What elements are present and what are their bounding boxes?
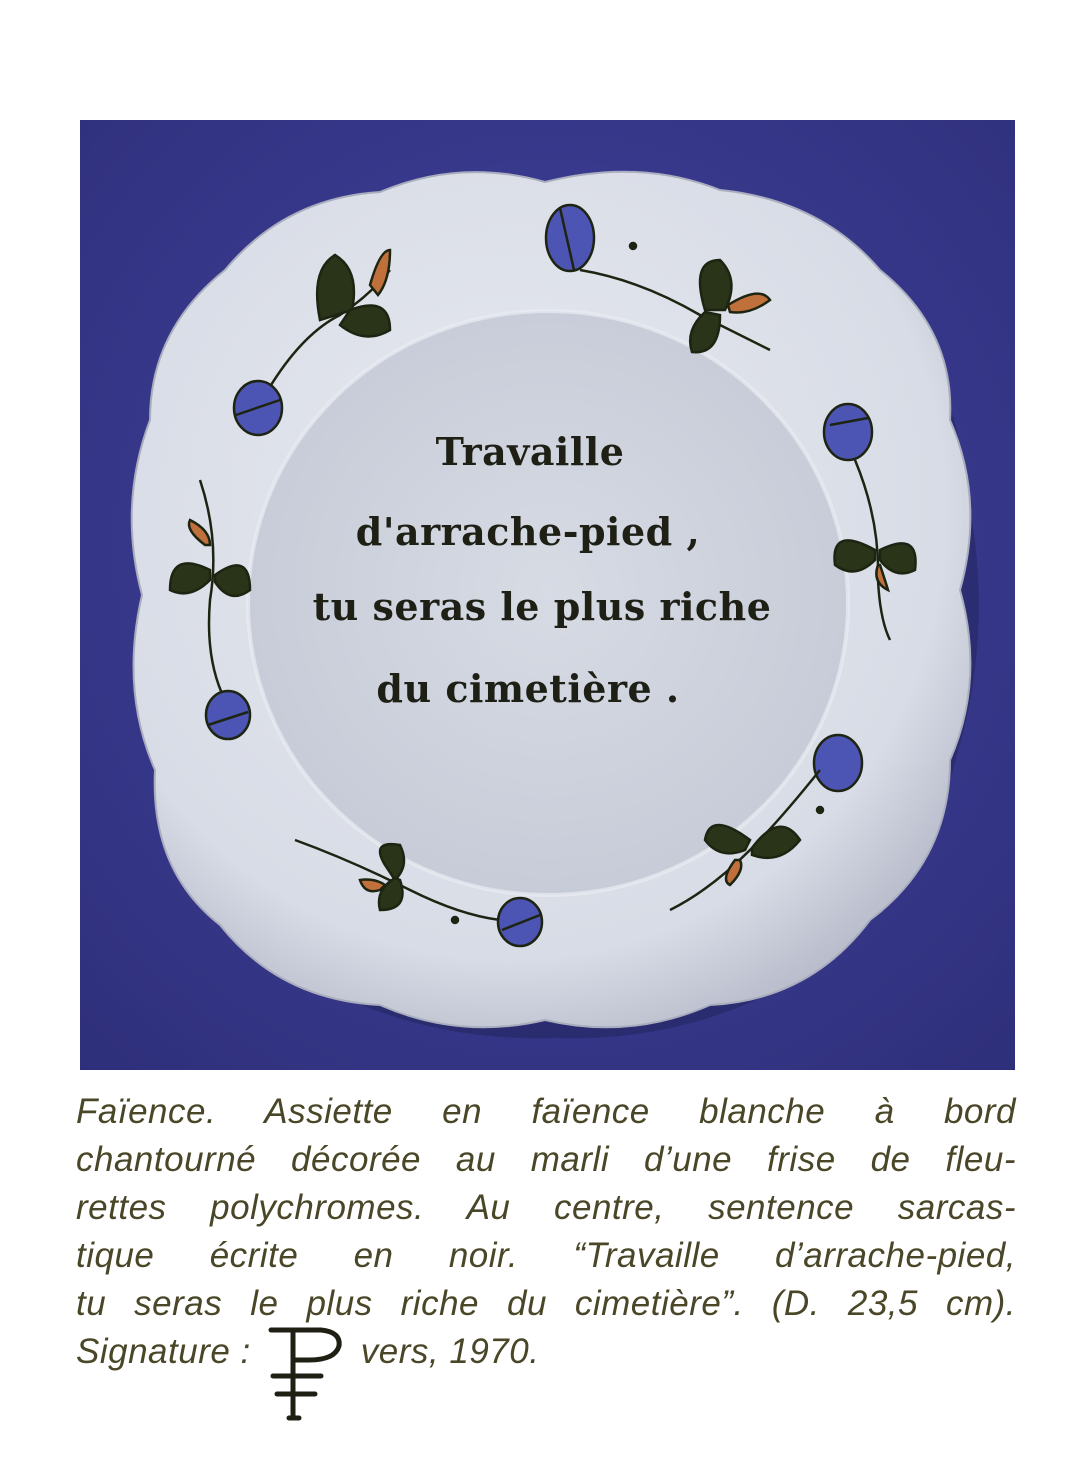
plate-photograph bbox=[80, 120, 1015, 1070]
caption-line-1: Faïence. Assiette en faïence blanche à bord bbox=[76, 1092, 1016, 1131]
motto-line-2: d'arrache-pied , bbox=[355, 509, 701, 554]
caption-line-2: chantourné décorée au marli d’une frise de fleu- bbox=[76, 1140, 1016, 1179]
caption bbox=[76, 1088, 1016, 1428]
signature-monogram-icon bbox=[259, 1322, 351, 1422]
caption-line-4: tique écrite en noir. “Travaille d’arrache-pied, bbox=[76, 1236, 1016, 1275]
caption-line-3: rettes polychromes. Au centre, sentence sarcas- bbox=[76, 1188, 1016, 1227]
signature-label: Signature : bbox=[76, 1332, 251, 1371]
caption-line-5: tu seras le plus riche du cimetière”. (D. 23,5 cm). bbox=[76, 1284, 1016, 1323]
motto-line-4: du cimetière . bbox=[376, 666, 680, 711]
signature-date: vers, 1970. bbox=[360, 1332, 540, 1371]
motto-line-1: Travaille bbox=[435, 429, 625, 474]
motto-line-3: tu seras le plus riche bbox=[312, 584, 772, 629]
signature-row bbox=[76, 1328, 1016, 1428]
